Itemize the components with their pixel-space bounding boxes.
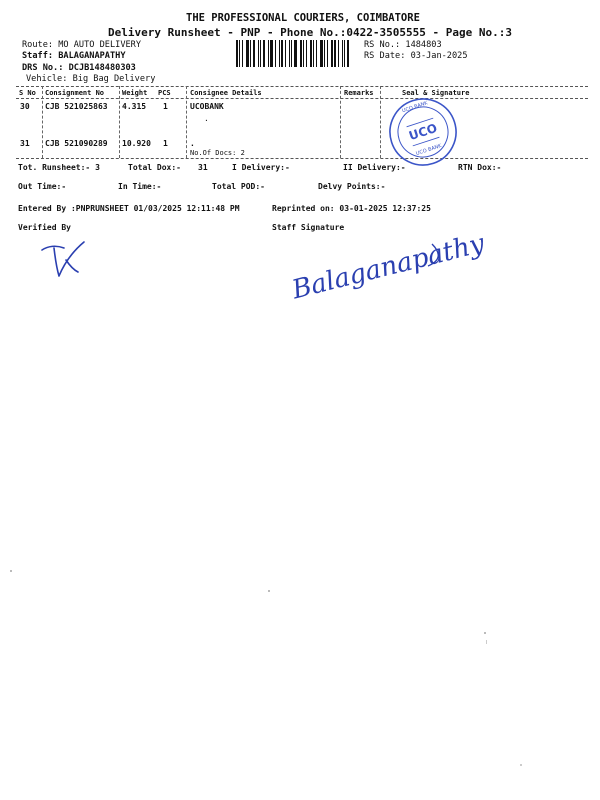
- column-divider: [186, 86, 187, 158]
- seal-ring-text-bottom: UCO BANK: [415, 143, 443, 158]
- header-consignment: Consignment No: [45, 89, 105, 97]
- staff-signature-text: Balaganapathy: [289, 228, 488, 306]
- staff-signature-label: Staff Signature: [272, 223, 345, 232]
- staff-value: BALAGANAPATHY: [58, 51, 126, 61]
- barcode-bar: [342, 40, 343, 67]
- staff-signature: [282, 222, 488, 306]
- barcode-bar: [285, 40, 286, 67]
- entered-by: Entered By :PNPRUNSHEET 01/03/2025 12:11:48 PM: [18, 204, 240, 213]
- barcode-bar: [275, 40, 276, 67]
- rs-no-value: 1484803: [405, 40, 442, 50]
- barcode-bar: [270, 40, 273, 67]
- rs-no-line: [364, 40, 442, 50]
- rs-date-line: [364, 51, 468, 61]
- barcode-bar: [303, 40, 304, 67]
- barcode-bar: [291, 40, 292, 67]
- barcode-bar: [331, 40, 333, 67]
- barcode-bar: [306, 40, 307, 67]
- row-sno: 31: [20, 139, 30, 148]
- scan-speck: [268, 590, 270, 592]
- barcode-bar: [242, 40, 243, 67]
- barcode-bar: [300, 40, 302, 67]
- out-time-label: Out Time:-: [18, 182, 67, 191]
- header-weight: Weight: [122, 89, 148, 97]
- barcode-bar: [294, 40, 297, 67]
- table-header-rule: [16, 98, 588, 99]
- row-weight: 4.315: [122, 102, 147, 111]
- barcode-bar: [263, 40, 265, 67]
- total-pod-label: Total POD:-: [212, 182, 265, 191]
- barcode-bar: [246, 40, 249, 67]
- barcode-bar: [344, 40, 345, 67]
- barcode-bar: [313, 40, 314, 67]
- barcode-bar: [250, 40, 251, 67]
- delvy-points-label: Delvy Points:-: [318, 182, 386, 191]
- barcode-bar: [258, 40, 259, 67]
- route-line: [22, 40, 141, 50]
- vehicle-label: Vehicle:: [26, 74, 68, 84]
- row-consignment: CJB 521025863: [45, 102, 108, 111]
- barcode-bar: [334, 40, 336, 67]
- row-pcs: 1: [163, 102, 168, 111]
- barcode-bar: [281, 40, 283, 67]
- barcode-bar: [236, 40, 238, 67]
- table-bottom-rule: [16, 158, 588, 159]
- row-consignee: UCOBANK: [190, 102, 224, 111]
- table-top-rule: [16, 86, 588, 87]
- ii-delivery-label: II Delivery:-: [343, 163, 406, 172]
- drs-line: [22, 63, 136, 73]
- company-title: THE PROFESSIONAL COURIERS, COIMBATORE: [186, 12, 420, 24]
- staff-label: Staff:: [22, 51, 54, 61]
- scan-speck: [484, 632, 486, 634]
- header-remarks: Remarks: [344, 89, 374, 97]
- barcode-bar: [279, 40, 280, 67]
- header-seal-signature: Seal & Signature: [402, 89, 470, 97]
- verifier-signature: [38, 236, 98, 286]
- column-divider: [119, 86, 120, 158]
- in-time-label: In Time:-: [118, 182, 162, 191]
- total-dox-value: 31: [198, 163, 208, 172]
- column-divider: [340, 86, 341, 158]
- barcode-bar: [289, 40, 290, 67]
- header-sno: S No: [19, 89, 36, 97]
- route-value: MO AUTO DELIVERY: [58, 40, 142, 50]
- barcode-bar: [310, 40, 312, 67]
- barcode-bar: [253, 40, 255, 67]
- column-divider: [42, 86, 43, 158]
- total-dox-label: Total Dox:-: [128, 163, 181, 172]
- barcode-bar: [327, 40, 328, 67]
- vehicle-line: [26, 74, 155, 84]
- column-divider: [380, 86, 381, 158]
- row-pcs: 1: [163, 139, 168, 148]
- barcode-bar: [316, 40, 317, 67]
- route-label: Route:: [22, 40, 54, 50]
- seal-ring-text: UCO BANK: [401, 100, 429, 115]
- rs-no-label: RS No.:: [364, 40, 401, 50]
- row-weight: 10.920: [122, 139, 151, 148]
- verified-by-label: Verified By: [18, 223, 71, 232]
- barcode-bar: [320, 40, 323, 67]
- row-consignee: .: [190, 139, 195, 148]
- row-consignment: CJB 521090289: [45, 139, 108, 148]
- drs-value: DCJB148480303: [68, 63, 136, 73]
- scan-speck: [520, 764, 522, 766]
- reprinted-on: Reprinted on: 03-01-2025 12:37:25: [272, 204, 431, 213]
- barcode-bar: [324, 40, 325, 67]
- runsheet-subtitle: Delivery Runsheet - PNP - Phone No.:0422-3505555 - Page No.:3: [108, 26, 512, 39]
- header-pcs: PCS: [158, 89, 171, 97]
- vehicle-value: Big Bag Delivery: [72, 74, 156, 84]
- row-doc-count: No.Of Docs: 2: [190, 149, 245, 157]
- rs-date-label: RS Date:: [364, 51, 406, 61]
- seal-center-text: UCO: [407, 120, 439, 144]
- barcode-bar: [268, 40, 269, 67]
- scan-speck: [486, 640, 487, 644]
- bank-seal-stamp: [383, 94, 463, 170]
- barcode-bar: [260, 40, 261, 67]
- header-consignee: Consignee Details: [190, 89, 262, 97]
- total-runsheet: Tot. Runsheet:- 3: [18, 163, 100, 172]
- i-delivery-label: I Delivery:-: [232, 163, 290, 172]
- barcode-bar: [338, 40, 339, 67]
- row-sno: 30: [20, 102, 30, 111]
- scan-speck: [10, 570, 12, 572]
- barcode-bar: [239, 40, 240, 67]
- barcode-bar: [347, 40, 349, 67]
- row-extra: .: [204, 114, 209, 123]
- rtn-dox-label: RTN Dox:-: [458, 163, 502, 172]
- barcode: [236, 40, 354, 67]
- rs-date-value: 03-Jan-2025: [410, 51, 468, 61]
- drs-label: DRS No.:: [22, 63, 64, 73]
- staff-line: [22, 51, 126, 61]
